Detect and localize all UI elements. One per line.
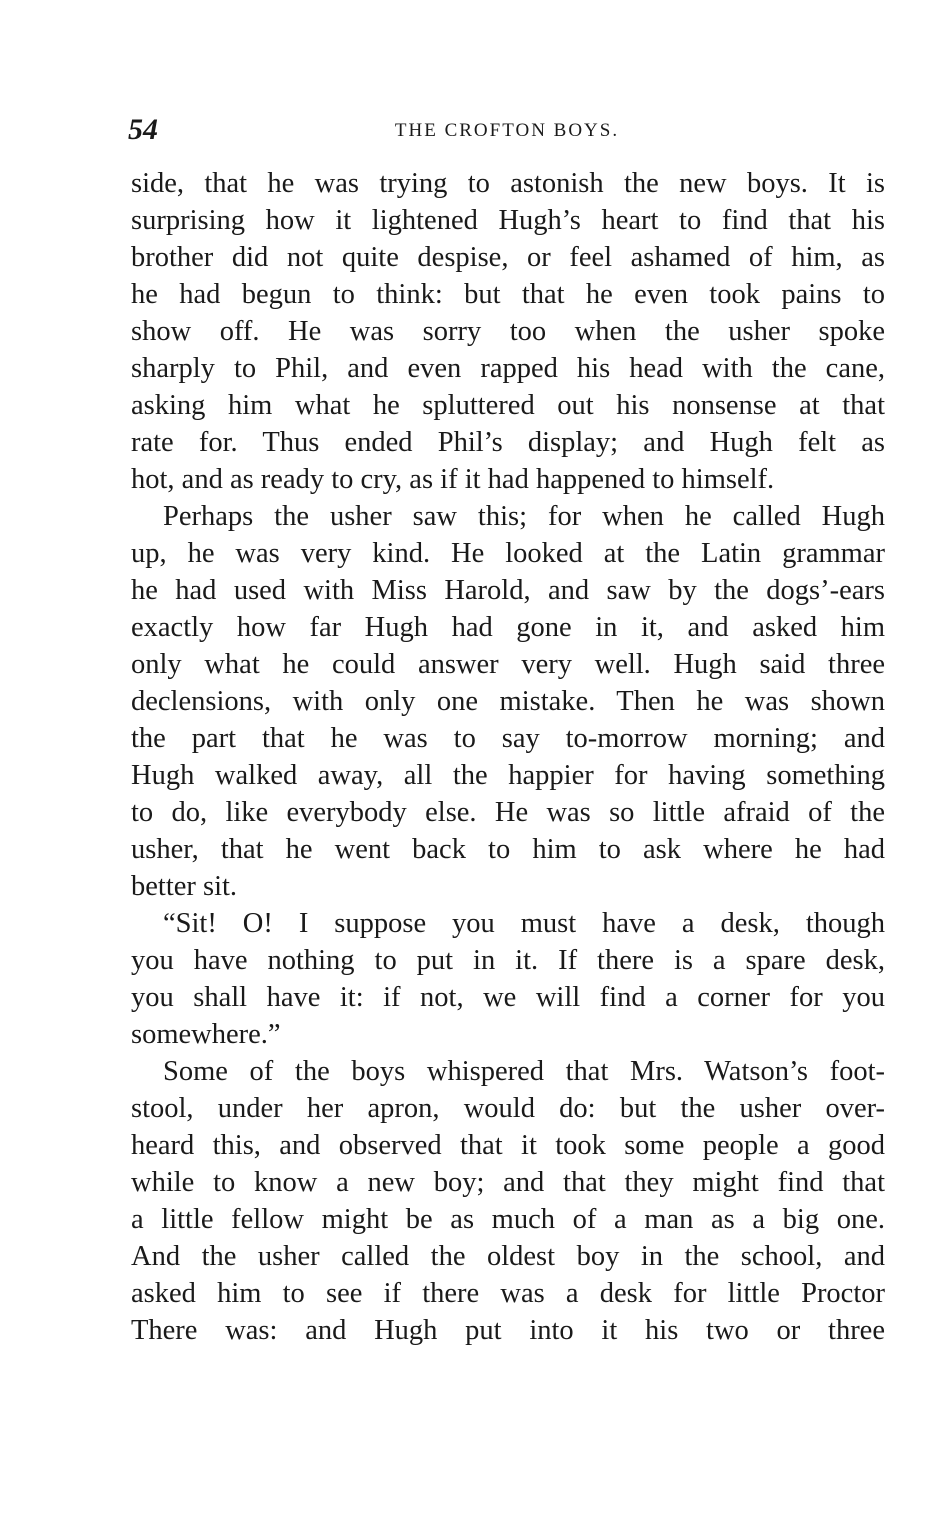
- text-line: declensions, with only one mistake. Then he was shown: [131, 686, 885, 717]
- text-line: There was: and Hugh put into it his two or three: [131, 1315, 885, 1346]
- text-line: he had used with Miss Harold, and saw by the dogs’-ears: [131, 575, 885, 606]
- text-line: better sit.: [131, 871, 238, 902]
- text-line: you shall have it: if not, we will find a corner for you: [131, 982, 885, 1013]
- text-line: the part that he was to say to-morrow morning; and: [131, 723, 885, 754]
- text-line: a little fellow might be as much of a man as a big one.: [131, 1204, 885, 1235]
- text-line: rate for. Thus ended Phil’s display; and Hugh felt as: [131, 427, 885, 458]
- text-line: hot, and as ready to cry, as if it had happened to himself.: [131, 464, 775, 495]
- text-line: Hugh walked away, all the happier for having something: [131, 760, 885, 791]
- page-number: 54: [128, 113, 158, 146]
- text-line: Perhaps the usher saw this; for when he called Hugh: [163, 501, 885, 532]
- text-line: up, he was very kind. He looked at the Latin grammar: [131, 538, 885, 569]
- text-line: somewhere.”: [131, 1019, 281, 1050]
- text-line: And the usher called the oldest boy in the school, and: [131, 1241, 885, 1272]
- text-line: brother did not quite despise, or feel ashamed of him, as: [131, 242, 885, 273]
- text-line: he had begun to think: but that he even took pains to: [131, 279, 885, 310]
- text-line: asking him what he spluttered out his nonsense at that: [131, 390, 885, 421]
- text-line: surprising how it lightened Hugh’s heart to find that his: [131, 205, 885, 236]
- text-line: stool, under her apron, would do: but the usher over-: [131, 1093, 885, 1124]
- text-line: heard this, and observed that it took some people a good: [131, 1130, 885, 1161]
- text-line: you have nothing to put in it. If there is a spare desk,: [131, 945, 885, 976]
- running-head: THE CROFTON BOYS.: [394, 120, 620, 141]
- text-line: sharply to Phil, and even rapped his head with the cane,: [131, 353, 885, 384]
- text-line: to do, like everybody else. He was so little afraid of the: [131, 797, 885, 828]
- text-line: only what he could answer very well. Hugh said three: [131, 649, 885, 680]
- text-line: show off. He was sorry too when the usher spoke: [131, 316, 885, 347]
- page-header: [128, 112, 886, 148]
- text-line: “Sit! O! I suppose you must have a desk, though: [163, 908, 885, 939]
- body-text: [131, 165, 885, 1349]
- text-line: while to know a new boy; and that they might find that: [131, 1167, 885, 1198]
- text-line: exactly how far Hugh had gone in it, and asked him: [131, 612, 885, 643]
- text-line: usher, that he went back to him to ask where he had: [131, 834, 885, 865]
- text-line: Some of the boys whispered that Mrs. Watson’s foot-: [163, 1056, 885, 1087]
- text-line: side, that he was trying to astonish the new boys. It is: [131, 168, 885, 199]
- text-line: asked him to see if there was a desk for little Proctor: [131, 1278, 885, 1309]
